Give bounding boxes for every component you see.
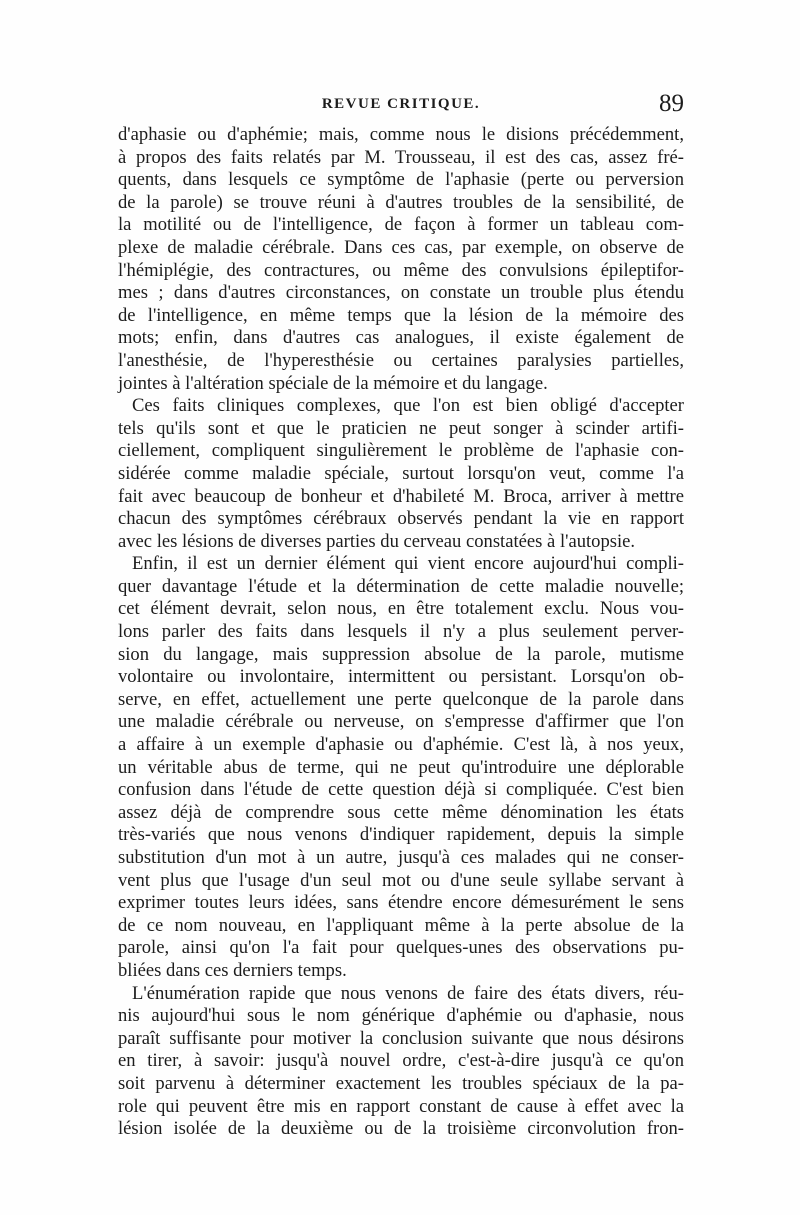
text-line: de l'intelligence, en même temps que la lésion de la mémoire des	[118, 304, 684, 326]
text-line: quer davantage l'étude et la détermination de cette maladie nouvelle;	[118, 575, 684, 597]
text-line: paraît suffisante pour motiver la conclusion suivante que nous désirons	[118, 1027, 684, 1049]
text-line: en tirer, à savoir: jusqu'à nouvel ordre, c'est-à-dire jusqu'à ce qu'on	[118, 1050, 684, 1072]
paragraph-start-line: Ces faits cliniques complexes, que l'on est bien obligé d'accepter	[132, 395, 684, 417]
text-line: a affaire à un exemple d'aphasie ou d'aphémie. C'est là, à nos yeux,	[118, 734, 684, 756]
text-line: chacun des symptômes cérébraux observés pendant la vie en rapport	[118, 508, 684, 530]
text-line: de la parole) se trouve réuni à d'autres troubles de la sensibilité, de	[118, 191, 684, 213]
text-line: nis aujourd'hui sous le nom générique d'aphémie ou d'aphasie, nous	[118, 1005, 684, 1027]
paragraph-start-line: Enfin, il est un dernier élément qui vient encore aujourd'hui compli-	[132, 553, 684, 575]
body-text	[118, 124, 684, 1141]
text-line: mes ; dans d'autres circonstances, on constate un trouble plus étendu	[118, 282, 684, 304]
text-line: très-variés que nous venons d'indiquer rapidement, depuis la simple	[118, 824, 684, 846]
text-line: lésion isolée de la deuxième ou de la troisième circonvolution fron-	[118, 1118, 684, 1140]
text-line: fait avec beaucoup de bonheur et d'habileté M. Broca, arriver à mettre	[118, 485, 684, 507]
text-line: quents, dans lesquels ce symptôme de l'aphasie (perte ou perversion	[118, 169, 684, 191]
text-line: la motilité ou de l'intelligence, de façon à former un tableau com-	[118, 214, 684, 236]
paragraph-end-line: bliées dans ces derniers temps.	[118, 959, 347, 981]
text-line: soit parvenu à déterminer exactement les troubles spéciaux de la pa-	[118, 1072, 684, 1094]
text-line: sion du langage, mais suppression absolue de la parole, mutisme	[118, 643, 684, 665]
text-line: substitution d'un mot à un autre, jusqu'à ces malades qui ne conser-	[118, 847, 684, 868]
text-line: mots; enfin, dans d'autres cas analogues, il existe également de	[118, 327, 684, 349]
text-line: serve, en effet, actuellement une perte quelconque de la parole dans	[118, 688, 684, 710]
text-line: ciellement, compliquent singulièrement le problème de l'aphasie con-	[118, 440, 684, 462]
text-line: plexe de maladie cérébrale. Dans ces cas, par exemple, on observe de	[118, 236, 684, 258]
text-line: cet élément devrait, selon nous, en être totalement exclu. Nous vou-	[118, 598, 684, 620]
text-line: d'aphasie ou d'aphémie; mais, comme nous le disions précédemment,	[118, 124, 684, 145]
text-line: l'hémiplégie, des contractures, ou même des convulsions épileptifor-	[118, 259, 684, 281]
text-line: assez déjà de comprendre sous cette même dénomination les états	[118, 801, 684, 823]
text-line: parole, ainsi qu'on l'a fait pour quelques-unes des observations pu-	[118, 937, 684, 959]
text-line: l'anesthésie, de l'hyperesthésie ou certaines paralysies partielles,	[118, 349, 684, 371]
paragraph-end-line: avec les lésions de diverses parties du cerveau constatées à l'autopsie.	[118, 530, 636, 552]
text-line: une maladie cérébrale ou nerveuse, on s'empresse d'affirmer que l'on	[118, 711, 684, 733]
text-line: vent plus que l'usage d'un seul mot ou d'une seule syllabe servant à	[118, 869, 684, 891]
text-line: volontaire ou involontaire, intermittent ou persistant. Lorsqu'on ob-	[118, 666, 684, 688]
paragraph-end-line: jointes à l'altération spéciale de la mémoire et du langage.	[118, 372, 548, 394]
text-line: un véritable abus de terme, qui ne peut qu'introduire une déplorable	[118, 756, 684, 778]
page-number: 89	[659, 90, 684, 117]
text-line: role qui peuvent être mis en rapport constant de cause à effet avec la	[118, 1095, 684, 1117]
text-line: de ce nom nouveau, en l'appliquant même à la perte absolue de la	[118, 914, 684, 936]
paragraph-start-line: L'énumération rapide que nous venons de faire des états divers, réu-	[132, 982, 684, 1004]
running-head	[118, 92, 684, 122]
running-title: REVUE CRITIQUE.	[321, 96, 481, 112]
text-line: lons parler des faits dans lesquels il n'y a plus seulement perver-	[118, 621, 684, 643]
text-line: à propos des faits relatés par M. Trousseau, il est des cas, assez fré-	[118, 146, 684, 168]
text-line: exprimer toutes leurs idées, sans étendre encore démesurément le sens	[118, 892, 684, 914]
text-line: tels qu'ils sont et que le praticien ne peut songer à scinder artifi-	[118, 417, 684, 439]
text-line: confusion dans l'étude de cette question déjà si compliquée. C'est bien	[118, 779, 684, 801]
text-line: sidérée comme maladie spéciale, surtout lorsqu'on veut, comme l'a	[118, 462, 684, 484]
